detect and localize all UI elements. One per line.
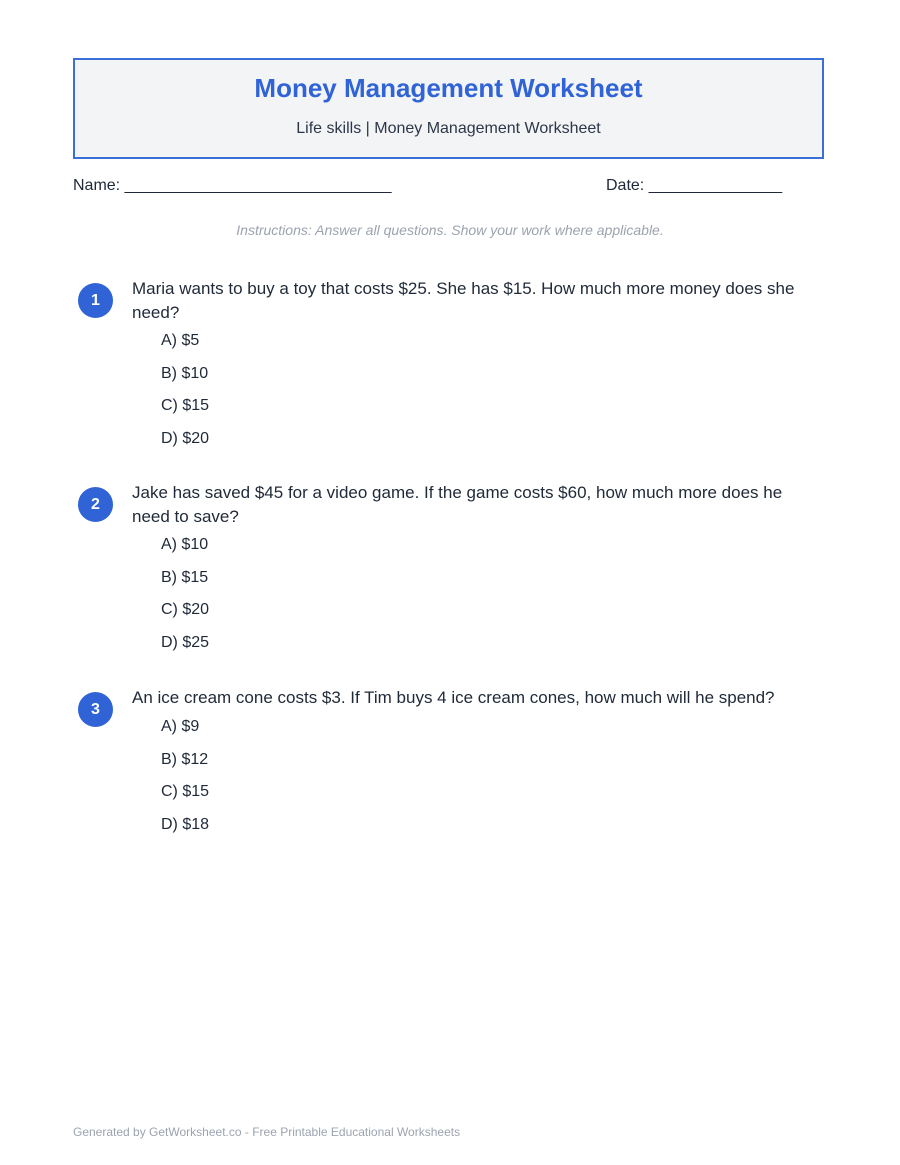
answer-option-b[interactable]: B) $15 xyxy=(161,568,209,586)
answer-option-c[interactable]: C) $15 xyxy=(161,783,210,800)
question-text: Maria wants to buy a toy that costs $25. She has $15. How much more money does she need? xyxy=(132,279,795,322)
answer-option-c[interactable]: C) $20 xyxy=(161,601,210,618)
answer-option-b[interactable]: B) $12 xyxy=(161,750,209,768)
question-number-badge: 3 xyxy=(78,692,113,727)
name-field[interactable]: Name: ______________________________ xyxy=(73,177,392,194)
answer-options xyxy=(161,717,209,847)
instructions-text: Instructions: Answer all questions. Show your work where applicable. xyxy=(236,222,664,238)
answer-option-c[interactable]: C) $15 xyxy=(161,397,210,414)
answer-options xyxy=(161,331,209,461)
question-text: An ice cream cone costs $3. If Tim buys 4 ice cream cones, how much will he spend? xyxy=(132,688,775,707)
answer-option-a[interactable]: A) $10 xyxy=(161,536,209,553)
question-number-badge: 2 xyxy=(78,487,113,522)
page-subtitle: Life skills | Money Management Worksheet xyxy=(296,120,601,137)
worksheet-header xyxy=(73,58,824,159)
question-number-badge: 1 xyxy=(78,283,113,318)
answer-options xyxy=(161,535,209,665)
answer-option-a[interactable]: A) $9 xyxy=(161,718,200,735)
answer-option-b[interactable]: B) $10 xyxy=(161,364,209,382)
answer-option-d[interactable]: D) $20 xyxy=(161,429,210,447)
answer-option-d[interactable]: D) $18 xyxy=(161,815,210,833)
answer-option-d[interactable]: D) $25 xyxy=(161,633,210,651)
question-text: Jake has saved $45 for a video game. If the game costs $60, how much more does he need to save? xyxy=(132,483,783,526)
date-field[interactable]: Date: _______________ xyxy=(606,177,783,194)
answer-option-a[interactable]: A) $5 xyxy=(161,332,200,349)
page-title: Money Management Worksheet xyxy=(254,73,643,103)
footer-credit: Generated by GetWorksheet.co - Free Printable Educational Worksheets xyxy=(73,1125,461,1139)
